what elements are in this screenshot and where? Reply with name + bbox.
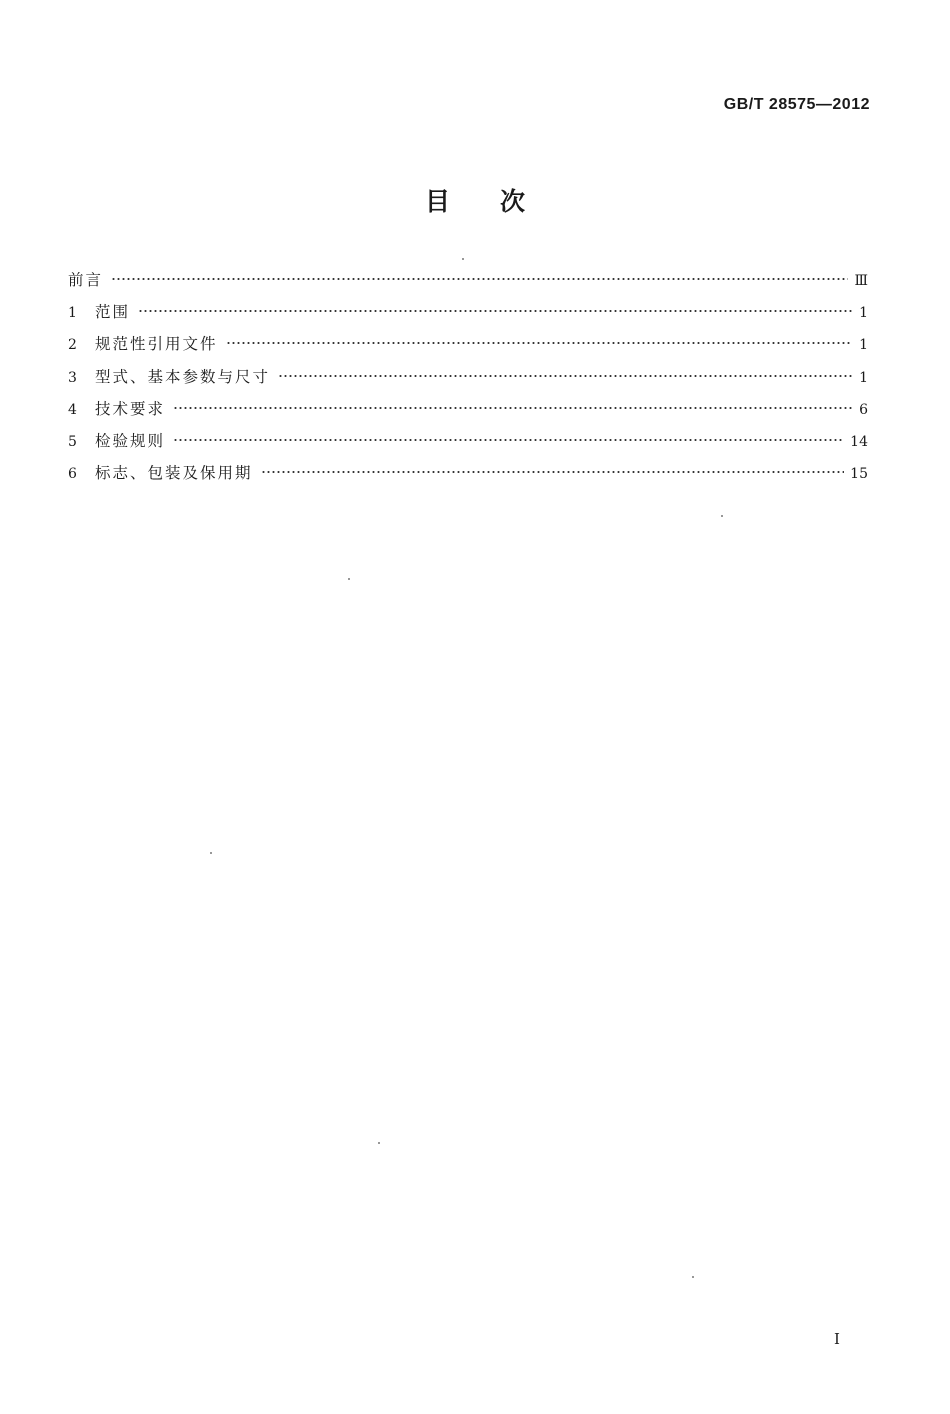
toc-entry-page: 1 bbox=[859, 369, 868, 386]
scan-speck bbox=[721, 515, 723, 517]
toc-entry-label: 前言 bbox=[68, 271, 104, 289]
toc-entry-label: 规范性引用文件 bbox=[95, 335, 218, 354]
toc-entry-preface[interactable] bbox=[68, 270, 868, 302]
toc-leader-dots bbox=[138, 308, 852, 314]
toc-entry-label: 标志、包装及保用期 bbox=[95, 464, 253, 483]
scan-speck bbox=[378, 1142, 380, 1144]
toc-entry-inspection-rules[interactable] bbox=[68, 431, 868, 463]
toc-entry-types-parameters[interactable] bbox=[68, 367, 868, 399]
toc-entry-normative-references[interactable] bbox=[68, 334, 868, 366]
page-title: 目次 bbox=[424, 187, 575, 216]
page-number: Ⅰ bbox=[834, 1330, 840, 1348]
scan-speck bbox=[462, 258, 464, 260]
toc-entry-label: 型式、基本参数与尺寸 bbox=[95, 367, 271, 386]
toc-entry-scope[interactable] bbox=[68, 302, 868, 334]
toc-leader-dots bbox=[261, 469, 845, 475]
scan-speck bbox=[692, 1276, 694, 1278]
toc-leader-dots bbox=[111, 276, 848, 282]
toc-entry-number: 1 bbox=[68, 305, 77, 322]
toc-entry-label: 范围 bbox=[95, 303, 131, 322]
toc-entry-number: 4 bbox=[68, 401, 77, 418]
toc-entry-page: 14 bbox=[850, 433, 868, 450]
toc-leader-dots bbox=[173, 437, 844, 443]
toc-entry-page: 1 bbox=[859, 305, 868, 322]
scan-speck bbox=[348, 578, 350, 580]
toc-entry-technical-requirements[interactable] bbox=[68, 399, 868, 431]
toc-entry-number: 6 bbox=[68, 466, 77, 483]
toc-entry-number: 2 bbox=[68, 337, 77, 354]
toc-entry-label: 检验规则 bbox=[95, 431, 166, 450]
scan-speck bbox=[210, 852, 212, 854]
toc-entry-page: Ⅲ bbox=[854, 273, 868, 289]
toc-entry-marking-packaging[interactable] bbox=[68, 463, 868, 495]
toc-leader-dots bbox=[173, 405, 852, 411]
toc-entry-number: 5 bbox=[68, 433, 77, 450]
toc-entry-number: 3 bbox=[68, 369, 77, 386]
toc-leader-dots bbox=[278, 373, 852, 379]
toc-entry-page: 6 bbox=[859, 401, 868, 418]
toc-entry-page: 15 bbox=[850, 466, 868, 483]
toc-leader-dots bbox=[226, 340, 852, 346]
toc-entry-label: 技术要求 bbox=[95, 399, 166, 418]
document-number: GB/T 28575—2012 bbox=[723, 96, 870, 113]
table-of-contents bbox=[68, 270, 868, 495]
toc-entry-page: 1 bbox=[859, 337, 868, 354]
